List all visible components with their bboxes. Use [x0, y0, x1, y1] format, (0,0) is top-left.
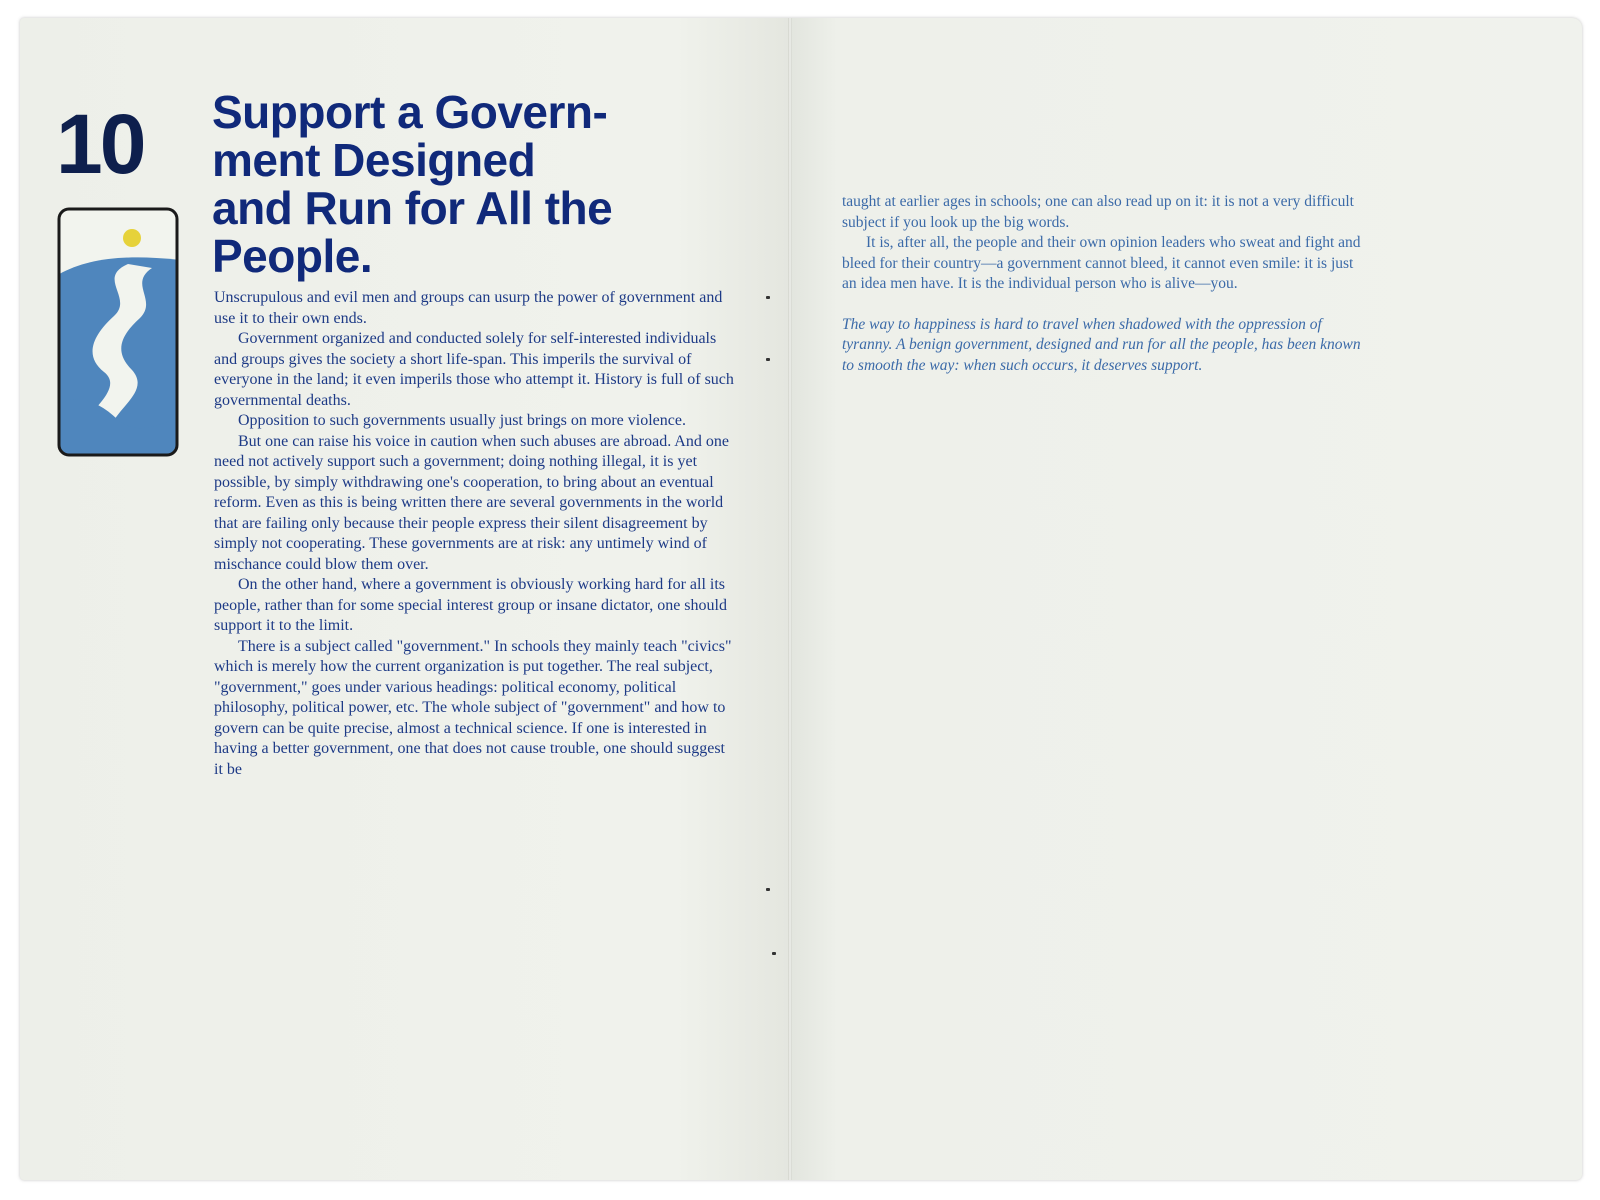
- italic-summary: The way to happiness is hard to travel when shadowed with the oppression of tyranny. A benign government, designed and run for all the people, has been known to smooth the way: when such occurs, it deserves support.: [842, 315, 1361, 374]
- body-paragraph: There is a subject called "government." In schools they mainly teach "civics" which is merely how the current organization is put together. The real subject, "government," goes under various headings: political economy, political philosophy, political power, etc. The whole subject of "government" and how to govern can be quite precise, almost a technical science. If one is interested in having a better government, one that does not cause trouble, one should suggest it be: [214, 637, 732, 778]
- binding-mark: [766, 888, 770, 891]
- binding-mark: [766, 296, 770, 299]
- chapter-title: [212, 88, 752, 280]
- book-spread: [20, 18, 1582, 1180]
- left-page-body: [214, 288, 734, 780]
- body-paragraph: Opposition to such governments usually just brings on more violence.: [238, 412, 686, 429]
- binding-mark: [772, 952, 776, 955]
- binding-mark: [766, 358, 770, 361]
- sun-river-landscape-icon: [56, 206, 180, 458]
- body-paragraph: On the other hand, where a government is obviously working hard for all its people, rather than for some special interest group or insane dictator, one should support it to the limit.: [214, 576, 727, 634]
- body-paragraph: It is, after all, the people and their own opinion leaders who sweat and fight and bleed for their country—a government cannot bleed, it cannot even smile: it is just an idea men have. It is the individual person who is alive—you.: [842, 234, 1361, 292]
- right-page-body: [842, 192, 1362, 376]
- chapter-title-line: ment Designed: [212, 134, 536, 186]
- chapter-number: 10: [56, 97, 144, 191]
- body-paragraph: Unscrupulous and evil men and groups can usurp the power of government and use it to their own ends.: [214, 289, 723, 327]
- body-paragraph: But one can raise his voice in caution when such abuses are abroad. And one need not actively support such a government; doing nothing illegal, it is yet possible, by simply withdrawing one's cooperation, to bring about an eventual reform. Even as this is being written there are several governments in the world that are failing only because their people express their silent disagreement by simply not cooperating. These governments are at risk: any untimely wind of mischance could blow them over.: [214, 432, 729, 573]
- chapter-title-line: People.: [212, 230, 373, 282]
- body-paragraph: Government organized and conducted solely for self-interested individuals and groups gives the society a short life-span. This imperils the survival of everyone in the land; it even imperils those who attempt it. History is full of such governmental deaths.: [214, 330, 734, 409]
- chapter-title-line: Support a Govern-: [212, 86, 608, 138]
- chapter-title-line: and Run for All the: [212, 182, 613, 234]
- book-gutter: [788, 18, 792, 1180]
- continued-paragraph: taught at earlier ages in schools; one can also read up on it: it is not a very difficult subject if you look up the big words.: [842, 193, 1354, 231]
